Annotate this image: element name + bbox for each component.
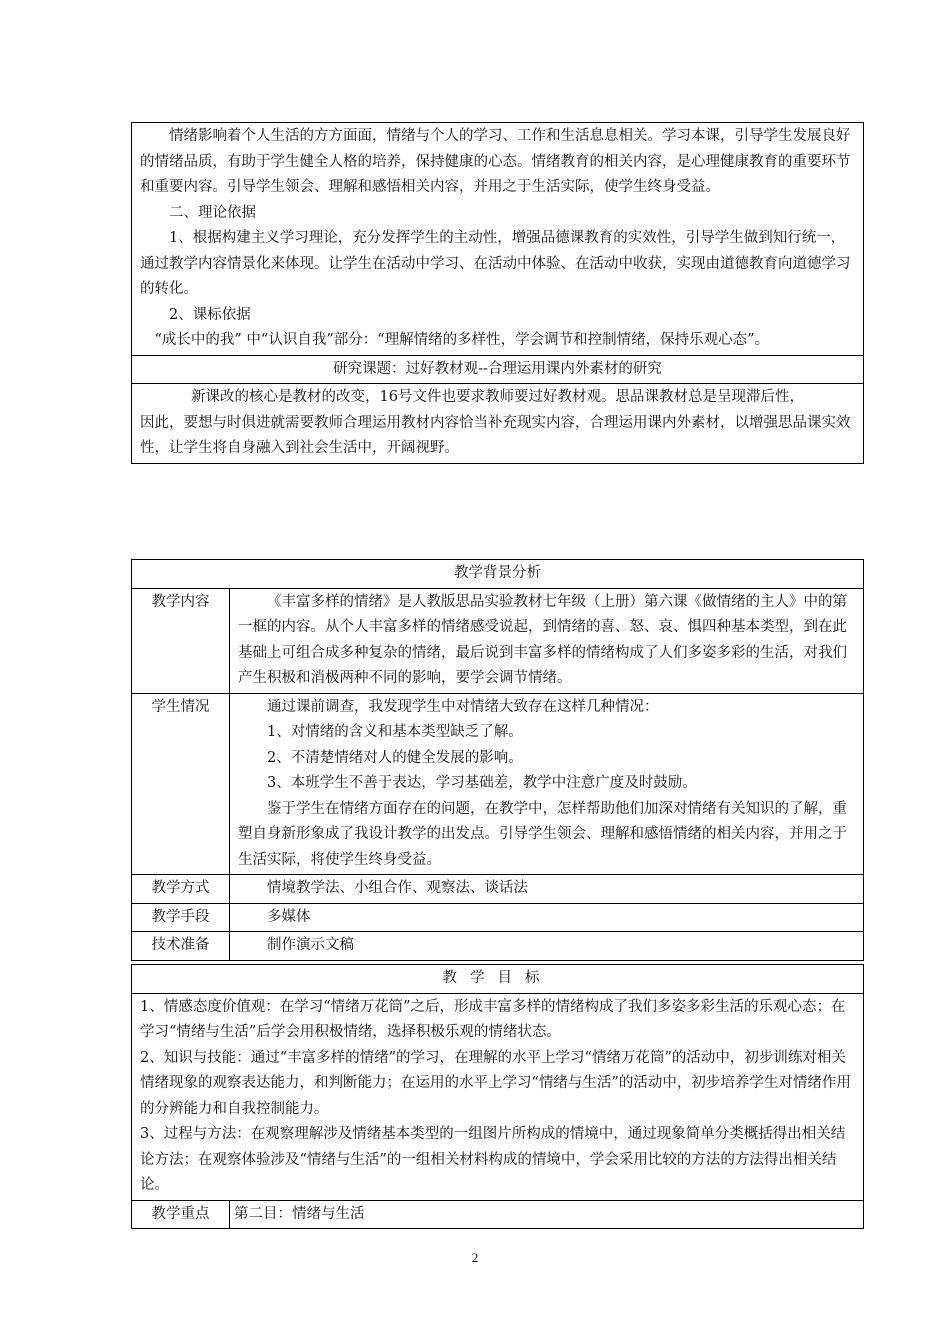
- row-label-tech: 技术准备: [132, 932, 230, 961]
- focus-label: 教学重点: [132, 1200, 230, 1229]
- background-row-content: [132, 588, 864, 693]
- row-label-methods: 教学方式: [132, 875, 230, 904]
- intro-paragraph: 情绪影响着个人生活的方方面面，情绪与个人的学习、工作和生活息息相关。学习本课，引导学生发展良好的情绪品质，有助于学生健全人格的培养，保持健康的心态。情绪教育的相关内容，是心理健康教育的重要环节和重要内容。引导学生领会、理解和感悟相关内容，并用之于生活实际，使学生终身受益。: [140, 128, 851, 195]
- background-title-row: [132, 560, 864, 589]
- research-line-2: 因此，要想与时俱进就需要教师合理运用教材内容恰当补充现实内容，合理运用课内外素材，以增强思品课实效性，让学生将自身融入到社会生活中，开阔视野。: [140, 414, 851, 456]
- theory-item-1: 1、根据构建主义学习理论，充分发挥学生的主动性，增强品德课教育的实效性，引导学生做到知行统一，通过教学内容情景化来体现。让学生在活动中学习、在活动中体验、在活动中收获，实现由道德教育向道德学习的转化。: [140, 230, 851, 297]
- research-body: [132, 384, 864, 464]
- page-number: 2: [471, 1250, 479, 1265]
- research-body-row: [132, 384, 864, 464]
- content-paragraph: 《丰富多样的情绪》是人教版思品实验教材七年级（上册）第六课《做情绪的主人》中的第一框的内容。从个人丰富多样的情绪感受说起，到情绪的喜、怒、哀、惧四种基本类型，到在此基础上可组合成多种复杂的情绪，最后说到丰富多样的情绪构成了人们多姿多彩的生活，对我们产生积极和消极两种不同的影响，要学会调节情绪。: [238, 593, 847, 686]
- theory-cell: [132, 123, 864, 356]
- students-paragraph-5: 鉴于学生在情绪方面存在的问题，在教学中，怎样帮助他们加深对情绪有关知识的了解，重塑自身新形象成了我设计教学的出发点。引导学生领会、理解和感悟情绪的相关内容，并用之于生活实际，将使学生终身受益。: [238, 800, 847, 868]
- theory-item-2-heading: 2、课标依据: [169, 306, 251, 323]
- theory-table: [131, 122, 864, 464]
- background-title: 教学背景分析: [132, 560, 864, 589]
- objectives-body: [132, 993, 864, 1200]
- research-line-1: 新课改的核心是教材的改变，16号文件也要求教师要过好教材观。思品课教材总是呈现滞后性，: [191, 389, 804, 405]
- row-value-students: [230, 693, 864, 875]
- objectives-title-row: [132, 965, 864, 994]
- theory-heading: 二、理论依据: [169, 204, 256, 221]
- objectives-table: [131, 964, 864, 1229]
- row-label-means: 教学手段: [132, 903, 230, 932]
- background-row-means: [132, 903, 864, 932]
- students-paragraph-4: 3、本班学生不善于表达，学习基础差，教学中注意广度及时鼓励。: [267, 775, 697, 791]
- objective-item-1: 1、情感态度价值观：在学习“情绪万花筒”之后，形成丰富多样的情绪构成了我们多姿多彩生活的乐观心态；在学习“情绪与生活”后学会用积极情绪，选择积极乐观的情绪状态。: [140, 998, 846, 1040]
- focus-row: [132, 1200, 864, 1229]
- students-paragraph-3: 2、不清楚情绪对人的健全发展的影响。: [267, 749, 523, 766]
- objective-item-2: 2、知识与技能：通过“丰富多样的情绪”的学习，在理解的水平上学习“情绪万花筒”的活动中，初步训练对相关情绪现象的观察表达能力，和判断能力；在运用的水平上学习“情绪与生活”的活动中，初步培养学生对情绪作用的分辨能力和自我控制能力。: [140, 1049, 851, 1117]
- background-row-tech: [132, 932, 864, 961]
- objectives-title-text: 教学目标: [442, 970, 553, 986]
- row-value-means: 多媒体: [230, 903, 864, 932]
- row-value-content: [230, 588, 864, 693]
- row-value-methods: 情境教学法、小组合作、观察法、谈话法: [230, 875, 864, 904]
- row-value-tech: 制作演示文稿: [230, 932, 864, 961]
- row-label-students: 学生情况: [132, 693, 230, 875]
- objectives-title: [132, 965, 864, 994]
- objectives-body-row: [132, 993, 864, 1200]
- theory-row: [132, 123, 864, 356]
- theory-item-2: “成长中的我” 中“认识自我”部分：“理解情绪的多样性，学会调节和控制情绪，保持乐观心态”。: [154, 332, 770, 348]
- background-row-methods: [132, 875, 864, 904]
- students-paragraph-2: 1、对情绪的含义和基本类型缺乏了解。: [267, 724, 523, 740]
- focus-value: 第二目：情绪与生活: [230, 1200, 864, 1229]
- research-title: 研究课题：过好教材观--合理运用课内外素材的研究: [132, 355, 864, 384]
- students-paragraph-1: 通过课前调查，我发现学生中对情绪大致存在这样几种情况：: [267, 698, 659, 715]
- background-table: [131, 559, 864, 961]
- background-row-students: [132, 693, 864, 875]
- row-label-content: 教学内容: [132, 588, 230, 693]
- objective-item-3: 3、过程与方法：在观察理解涉及情绪基本类型的一组图片所构成的情境中，通过现象简单分类概括得出相关结论方法；在观察体验涉及“情绪与生活”的一组相关材料构成的情境中，学会采用比较的方法的方法得出相关结论。: [140, 1126, 846, 1193]
- research-title-row: [132, 355, 864, 384]
